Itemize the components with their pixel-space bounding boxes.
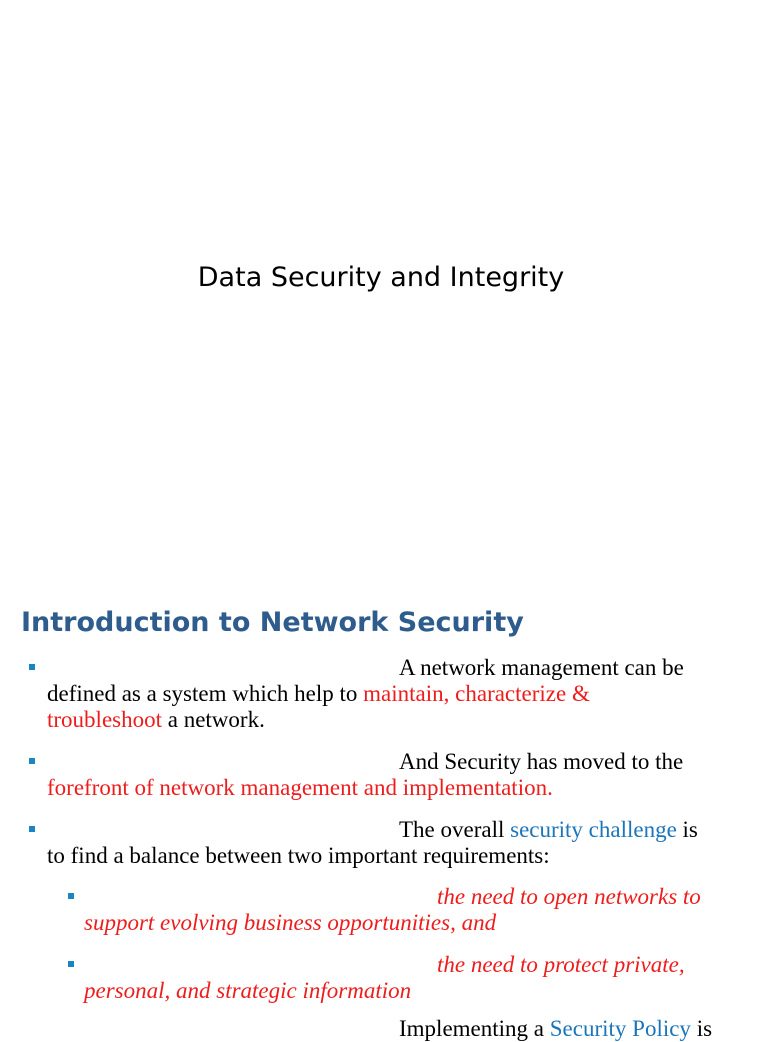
bullet-marker <box>29 664 35 670</box>
bullet-1-emphasis-2: troubleshoot <box>47 707 162 732</box>
bullet-3-text-tail: is <box>676 817 698 842</box>
bullet-1-text: defined as a system which help to <box>47 681 364 706</box>
bullet-3-line-2: to find a balance between two important requirements: <box>47 843 550 868</box>
bullet-3-emphasis: security challenge <box>510 817 677 842</box>
bullet-3-line-1 <box>399 817 698 843</box>
bullet-1-line-2 <box>47 681 590 707</box>
subbullet-marker <box>68 961 74 967</box>
bullet-2-line-2: forefront of network management and implementation. <box>47 775 553 800</box>
bullet-4-partial <box>399 1016 712 1042</box>
bullet-4-emphasis: Security Policy <box>549 1016 691 1041</box>
bullet-2-line-1: And Security has moved to the <box>399 749 684 774</box>
bullet-4-text: Implementing a <box>399 1016 550 1041</box>
subbullet-2-line-2: personal, and strategic information <box>84 978 412 1003</box>
bullet-3-text: The overall <box>399 817 511 842</box>
section-heading: Introduction to Network Security <box>21 607 524 638</box>
bullet-1-line-1: A network management can be <box>399 655 684 680</box>
subbullet-1-line-1: the need to open networks to <box>437 884 701 909</box>
subbullet-2-line-1: the need to protect private, <box>437 952 685 977</box>
bullet-1-emphasis: maintain, characterize & <box>363 681 590 706</box>
slide-title: Data Security and Integrity <box>197 262 565 293</box>
bullet-marker <box>29 826 35 832</box>
subbullet-marker <box>68 893 74 899</box>
bullet-marker <box>29 758 35 764</box>
bullet-4-text-tail: is <box>690 1016 713 1041</box>
subbullet-1-line-2: support evolving business opportunities, and <box>84 910 497 935</box>
bullet-1-line-3 <box>47 707 265 733</box>
bullet-1-text-2: a network. <box>162 707 265 732</box>
